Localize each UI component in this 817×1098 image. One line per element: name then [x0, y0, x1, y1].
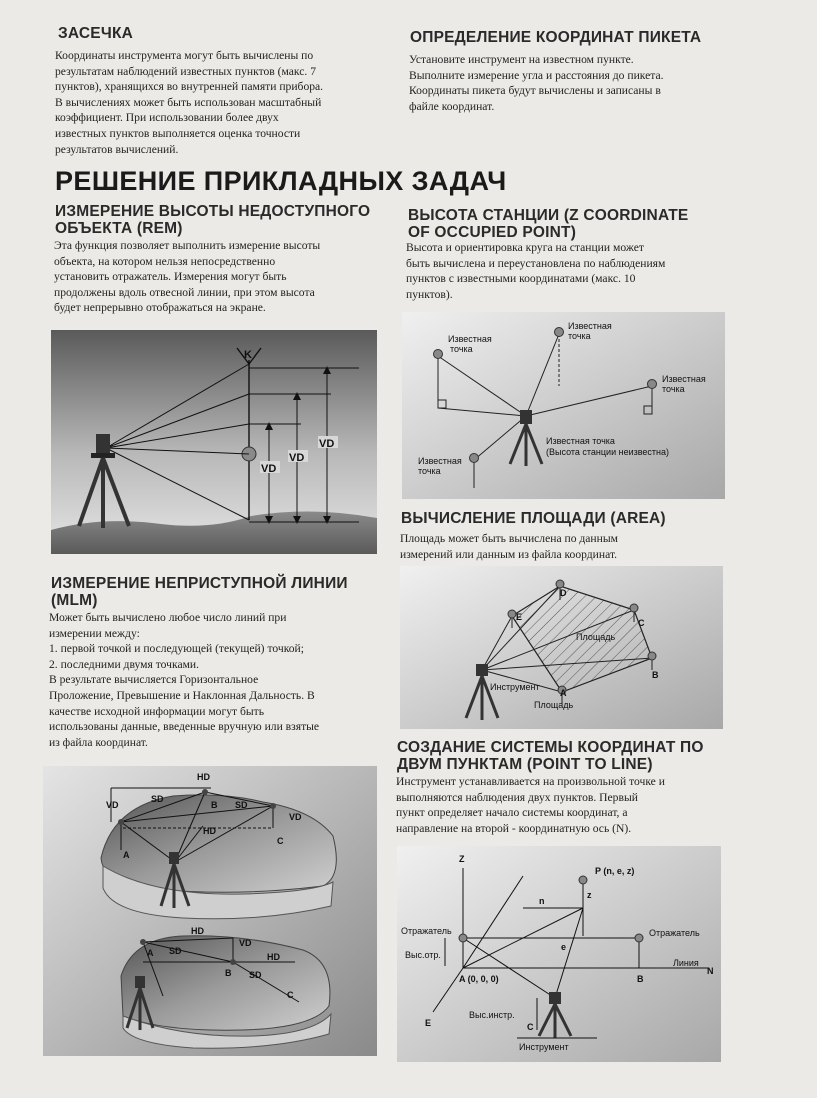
text-line: установить отражатель. Измерения могут быть	[54, 270, 287, 284]
text-line: результатов вычислений.	[55, 142, 179, 156]
mlm-label-a: A	[123, 850, 130, 860]
mlm-text	[49, 610, 319, 750]
area-label-area: Площадь	[576, 632, 616, 642]
title-line: ИЗМЕРЕНИЕ ВЫСОТЫ НЕДОСТУПНОГО	[55, 203, 371, 220]
area-label-area: Площадь	[534, 700, 574, 710]
ptl-label-zl: z	[587, 890, 592, 900]
text-line: Высота и ориентировка круга на станции может	[406, 241, 644, 254]
text-line: из файла координат.	[49, 735, 148, 749]
text-line: быть вычислена и переустановлена по наблюдениям	[406, 256, 666, 270]
mlm-label-hd: HD	[197, 772, 210, 782]
text-line: Может быть вычислено любое число линий при	[49, 611, 287, 624]
title-line: СОЗДАНИЕ СИСТЕМЫ КООРДИНАТ ПО	[397, 739, 704, 756]
text-line: В вычислениях может быть использован масштабный	[55, 95, 322, 109]
mlm-label-vd: VD	[289, 812, 302, 822]
ptl-label-N: N	[707, 966, 714, 976]
text-line: известных пунктов выполняется оценка точности	[55, 126, 301, 140]
text-line: Проложение, Превышение и Наклонная Дальность. В	[49, 688, 315, 702]
text-line: пункт определяет начало системы координат, а	[396, 806, 628, 820]
text-line: пунктов), хранящихся во внутренней памяти прибора.	[55, 80, 324, 94]
ptl-text	[396, 774, 665, 836]
mlm-label-sd: SD	[249, 970, 262, 980]
station-title	[408, 207, 688, 241]
area-label-instrument: Инструмент	[490, 682, 540, 692]
station-label-known: точка	[418, 466, 441, 476]
rem-title	[55, 203, 370, 237]
station-label-known: точка	[450, 344, 473, 354]
mlm-label-c: C	[277, 836, 284, 846]
station-label-center: (Высота станции неизвестна)	[546, 447, 670, 457]
mlm-label-b: B	[225, 968, 232, 978]
ptl-label-c: C	[527, 1022, 534, 1032]
station-label-center: Известная точка	[546, 436, 615, 446]
area-label-a: A	[560, 688, 567, 698]
text-line: Установите инструмент на известном пункте.	[409, 53, 634, 66]
title-line: ОБЪЕКТА (REM)	[55, 220, 183, 237]
station-label-known: точка	[568, 331, 591, 341]
text-line: выполняются наблюдения двух пунктов. Первый	[396, 790, 638, 804]
rem-label-vd: VD	[289, 452, 305, 464]
ptl-label-instrument: Инструмент	[519, 1042, 569, 1052]
station-label-known: Известная	[418, 456, 462, 466]
ptl-label-reflector: Отражатель	[401, 926, 452, 936]
mlm-label-sd: SD	[169, 946, 182, 956]
area-label-e: E	[516, 612, 523, 622]
rem-text	[54, 238, 320, 316]
text-line: объекта, на котором нельзя непосредственно	[54, 254, 276, 268]
ptl-label-reflector: Отражатель	[649, 928, 700, 938]
piket-text	[409, 52, 664, 114]
ptl-label-e: e	[561, 942, 567, 952]
text-line: Эта функция позволяет выполнить измерение высоты	[54, 239, 321, 252]
text-line: Координаты пикета будут вычислены и записаны в	[409, 84, 661, 98]
text-line: Координаты инструмента могут быть вычислены по	[55, 49, 314, 62]
area-figure	[400, 566, 723, 729]
ptl-label-line: Линия	[673, 958, 699, 968]
zasechka-title: ЗАСЕЧКА	[58, 25, 133, 42]
ptl-figure	[397, 846, 721, 1062]
rem-figure	[51, 330, 377, 554]
ptl-label-a: A (0, 0, 0)	[459, 974, 499, 984]
station-text	[406, 240, 665, 302]
ptl-label-E: E	[425, 1018, 432, 1028]
mlm-label-c: C	[287, 990, 294, 1000]
mlm-label-hd: HD	[191, 926, 204, 936]
text-line: 1. первой точкой и последующей (текущей) точкой;	[49, 642, 304, 656]
station-label-known: Известная	[568, 321, 612, 331]
area-text	[400, 531, 618, 562]
text-line: направление на второй - координатную ось (N).	[396, 821, 632, 835]
text-line: использованы данные, введенные вручную или взятые	[49, 720, 320, 734]
mlm-label-hd: HD	[267, 952, 280, 962]
ptl-label-n: n	[539, 896, 545, 906]
mlm-label-vd: VD	[239, 938, 252, 948]
mlm-label-sd: SD	[151, 794, 164, 804]
text-line: будет непрерывно отображаться на экране.	[54, 301, 266, 315]
zasechka-text	[55, 48, 323, 157]
title-line: (MLM)	[51, 592, 98, 609]
text-line: Площадь может быть вычислена по данным	[400, 532, 618, 545]
mlm-label-b: B	[211, 800, 218, 810]
ptl-label-vys-instr: Выс.инстр.	[469, 1010, 515, 1020]
title-line: ДВУМ ПУНКТАМ (POINT TO LINE)	[397, 756, 653, 773]
area-title: ВЫЧИСЛЕНИЕ ПЛОЩАДИ (AREA)	[401, 510, 666, 527]
mlm-label-a: A	[147, 948, 154, 958]
text-line: измерении между:	[49, 626, 140, 640]
ptl-label-vys-otr: Выс.отр.	[405, 950, 441, 960]
title-line: OF OCCUPIED POINT)	[408, 224, 577, 241]
page-title: РЕШЕНИЕ ПРИКЛАДНЫХ ЗАДАЧ	[55, 166, 507, 196]
ptl-label-p: P (n, e, z)	[595, 866, 635, 876]
mlm-title	[51, 575, 348, 609]
station-label-known: Известная	[448, 334, 492, 344]
area-label-d: D	[560, 588, 567, 598]
rem-label-vd: VD	[261, 463, 277, 475]
text-line: измерений или данным из файла координат.	[400, 547, 618, 561]
text-line: В результате вычисляется Горизонтальное	[49, 673, 259, 687]
rem-label-k: K	[244, 349, 252, 361]
text-line: пунктов).	[406, 287, 453, 301]
area-label-c: C	[638, 618, 645, 628]
area-label-b: B	[652, 670, 659, 680]
ptl-title	[397, 739, 704, 773]
station-label-known: точка	[662, 384, 685, 394]
text-line: Выполните измерение угла и расстояния до пикета.	[409, 68, 664, 82]
title-line: ВЫСОТА СТАНЦИИ (Z COORDINATE	[408, 207, 689, 224]
text-line: коэффициент. При использовании более двух	[55, 111, 279, 125]
ptl-label-b: B	[637, 974, 644, 984]
station-figure	[402, 312, 725, 499]
text-line: продолжены вдоль отвесной линии, при этом высота	[54, 285, 315, 299]
mlm-label-hd: HD	[203, 826, 216, 836]
text-line: качестве исходной информации могут быть	[49, 704, 265, 718]
mlm-figure	[43, 766, 377, 1056]
station-label-known: Известная	[662, 374, 706, 384]
mlm-label-vd: VD	[106, 800, 119, 810]
text-line: 2. последними двумя точками.	[49, 657, 200, 671]
text-line: Инструмент устанавливается на произвольной точке и	[396, 775, 665, 788]
rem-label-vd: VD	[319, 438, 335, 450]
piket-title: ОПРЕДЕЛЕНИЕ КООРДИНАТ ПИКЕТА	[410, 29, 702, 46]
text-line: результатам наблюдений известных пунктов (макс. 7	[55, 64, 316, 78]
title-line: ИЗМЕРЕНИЕ НЕПРИСТУПНОЙ ЛИНИИ	[51, 575, 348, 592]
text-line: файле координат.	[409, 99, 495, 113]
mlm-label-sd: SD	[235, 800, 248, 810]
ptl-label-z: Z	[459, 854, 465, 864]
text-line: пунктов с известными координатами (макс. 10	[406, 272, 636, 286]
